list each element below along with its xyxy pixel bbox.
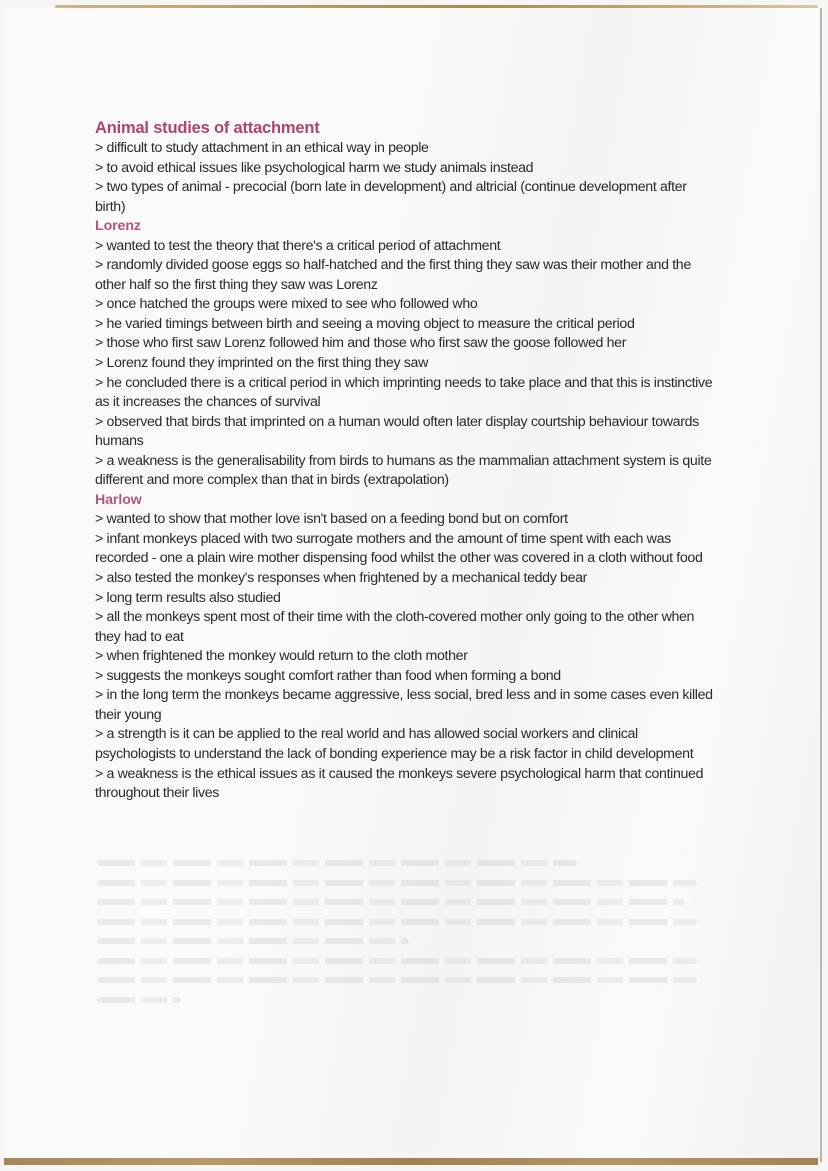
- harlow-bullet: > long term results also studied: [95, 589, 281, 606]
- harlow-bullet: > a strength is it can be applied to the real world and has allowed social workers and clinical psychologists to understand the lack of bonding experience may be a risk factor in child development: [95, 726, 694, 762]
- lorenz-bullet: > randomly divided goose eggs so half-hatched and the first thing they saw was their mother and the other half so the first thing they saw was Lorenz: [95, 257, 691, 293]
- harlow-bullet: > wanted to show that mother love isn't based on a feeding bond but on comfort: [95, 511, 568, 528]
- section-harlow: [95, 491, 720, 804]
- intro-list: [95, 139, 720, 217]
- harlow-bullet: > when frightened the monkey would return to the cloth mother: [95, 648, 468, 665]
- paper-right-edge: [820, 8, 822, 1162]
- bleed-through-texture: [97, 860, 697, 1016]
- bleed-line: [97, 860, 577, 866]
- harlow-bullet: > a weakness is the ethical issues as it caused the monkeys severe psychological harm that continued throughout their lives: [95, 765, 704, 802]
- lorenz-bullet: > those who first saw Lorenz followed him and those who first saw the goose followed her: [95, 335, 627, 352]
- intro-bullet: > two types of animal - precocial (born late in development) and altricial (continue development after birth): [95, 179, 687, 215]
- bleed-line: [97, 997, 181, 1003]
- lorenz-bullet: > wanted to test the theory that there's a critical period of attachment: [95, 237, 501, 254]
- lorenz-bullet: > observed that birds that imprinted on a human would often later display courtship behaviour towards humans: [95, 413, 699, 450]
- harlow-bullet: > also tested the monkey's responses when frightened by a mechanical teddy bear: [95, 570, 588, 587]
- bleed-line: [97, 958, 697, 964]
- bleed-line: [97, 880, 697, 886]
- bleed-line: [97, 938, 409, 944]
- intro-bullet: > to avoid ethical issues like psychological harm we study animals instead: [95, 159, 534, 176]
- section-lorenz: [95, 217, 720, 491]
- lorenz-bullet: > he concluded there is a critical period in which imprinting needs to take place and that this is instinctive as it increases the chances of survival: [95, 374, 713, 411]
- lorenz-bullet: > he varied timings between birth and seeing a moving object to measure the critical period: [95, 315, 635, 332]
- bleed-line: [97, 919, 697, 925]
- harlow-bullet: > infant monkeys placed with two surrogate mothers and the amount of time spent with each was recorded - one a plain wire mother dispensing food whilst the other was covered in a cloth without food: [95, 530, 703, 567]
- lorenz-bullet: > once hatched the groups were mixed to see who followed who: [95, 296, 478, 313]
- bleed-line: [97, 977, 697, 983]
- harlow-bullet: > suggests the monkeys sought comfort rather than food when forming a bond: [95, 667, 561, 684]
- bleed-line: [97, 899, 685, 905]
- section-heading-lorenz: Lorenz: [95, 218, 141, 235]
- section-heading-harlow: Harlow: [95, 491, 142, 508]
- page-title: Animal studies of attachment: [95, 119, 320, 137]
- intro-bullet: > difficult to study attachment in an ethical way in people: [95, 140, 429, 156]
- harlow-bullet: > all the monkeys spent most of their time with the cloth-covered mother only going to the other when they had to eat: [95, 609, 695, 645]
- lorenz-bullet: > Lorenz found they imprinted on the first thing they saw: [95, 355, 428, 372]
- harlow-bullet: > in the long term the monkeys became aggressive, less social, bred less and in some cases even killed their young: [95, 687, 713, 723]
- bottom-tape-edge: [4, 1158, 818, 1165]
- lorenz-bullet: > a weakness is the generalisability from birds to humans as the mammalian attachment system is quite different and more complex than that in birds (extrapolation): [95, 452, 712, 489]
- notes-content: [95, 117, 720, 804]
